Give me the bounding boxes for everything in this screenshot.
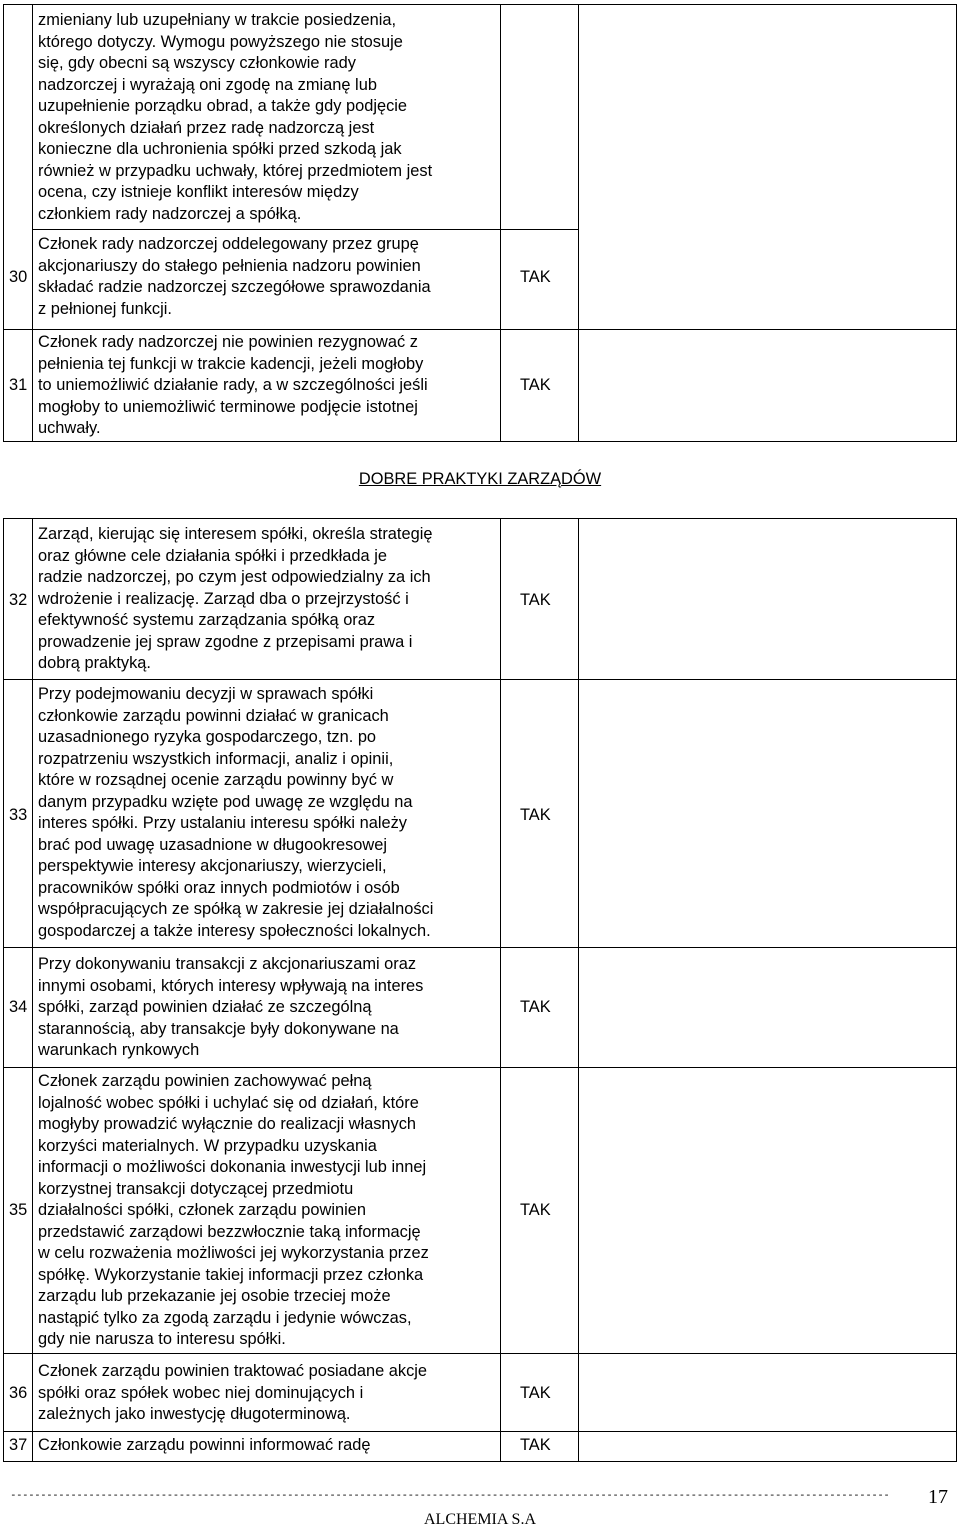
compliance-answer: TAK bbox=[520, 376, 551, 394]
text-line: Członkowie zarządu powinni informować radę bbox=[38, 1436, 371, 1454]
row-divider bbox=[4, 679, 956, 680]
compliance-answer: TAK bbox=[520, 591, 551, 609]
text-line: zmieniany lub uzupełniany w trakcie posiedzenia, bbox=[38, 11, 397, 29]
board-practices-table-continued bbox=[3, 4, 957, 442]
text-line: Członek rady nadzorczej nie powinien rezygnować z bbox=[38, 333, 418, 351]
text-line: nastąpić tylko za zgodą zarządu i jedynie wówczas, bbox=[38, 1308, 412, 1327]
text-line: zależnych jako inwestycję długoterminową. bbox=[38, 1405, 351, 1423]
footer-separator: -------------------------------------------------------------------------------------------------------------------------------------------------- bbox=[10, 1488, 890, 1501]
text-line: uchwały. bbox=[38, 419, 101, 437]
row-divider bbox=[4, 1431, 956, 1432]
page-number: 17 bbox=[928, 1486, 948, 1508]
text-line: spółki oraz spółek wobec niej dominujących i bbox=[38, 1383, 364, 1402]
principle-text bbox=[38, 332, 428, 440]
management-practices-table bbox=[3, 518, 957, 1462]
text-line: to uniemożliwić działanie rady, a w szczególności jeśli bbox=[38, 376, 428, 394]
text-line: pracowników spółki oraz innych podmiotów i osób bbox=[38, 878, 400, 897]
section-heading: DOBRE PRAKTYKI ZARZĄDÓW bbox=[358, 470, 602, 488]
text-line: rozpatrzeniu wszystkich informacji, analiz i opinii, bbox=[38, 749, 394, 768]
text-line: uzasadnionego ryzyka gospodarczego, tzn. po bbox=[38, 728, 377, 746]
text-line: którego dotyczy. Wymogu powyższego nie stosuje bbox=[38, 32, 403, 51]
row-number: 33 bbox=[9, 806, 28, 824]
row-divider bbox=[4, 329, 956, 330]
text-line: członkiem rady nadzorczej a spółką. bbox=[38, 204, 302, 223]
column-divider bbox=[32, 519, 33, 1461]
text-line: prowadzenie jej spraw zgodne z przepisami prawa i bbox=[38, 632, 413, 651]
compliance-answer: TAK bbox=[520, 1384, 551, 1402]
text-line: akcjonariuszy do stałego pełnienia nadzoru powinien bbox=[38, 256, 421, 275]
continued-principle-text bbox=[38, 10, 432, 225]
text-line: brać pod uwagę uzasadnione w długookresowej bbox=[38, 835, 387, 854]
text-line: pełnienia tej funkcji w trakcie kadencji, jeżeli mogłoby bbox=[38, 354, 424, 373]
text-line: dobrą praktyką. bbox=[38, 654, 151, 672]
text-line: współpracujących ze spółką w zakresie jej działalności bbox=[38, 900, 434, 918]
row-number: 37 bbox=[9, 1436, 28, 1454]
principle-text bbox=[38, 234, 431, 320]
principle-text bbox=[38, 1361, 427, 1426]
text-line: Członek rady nadzorczej oddelegowany przez grupę bbox=[38, 235, 419, 253]
compliance-answer: TAK bbox=[520, 1436, 551, 1454]
principle-text bbox=[38, 524, 432, 675]
column-divider bbox=[32, 5, 33, 441]
text-line: oraz główne cele działania spółki i przedkłada je bbox=[38, 546, 387, 565]
text-line: informacji o możliwości dokonania inwestycji lub innej bbox=[38, 1158, 427, 1176]
column-divider bbox=[500, 519, 501, 1461]
text-line: danym przypadku wzięte pod uwagę ze względu na bbox=[38, 792, 413, 811]
text-line: mogłyby prowadzić wyłącznie do realizacji własnych bbox=[38, 1115, 417, 1133]
principle-text bbox=[38, 954, 423, 1062]
text-line: innymi osobami, których interesy wpływają na interes bbox=[38, 976, 424, 995]
text-line: radzie nadzorczej, po czym jest odpowiedzialny za ich bbox=[38, 568, 431, 586]
text-line: efektywność systemu zarządzania spółką oraz bbox=[38, 611, 376, 629]
text-line: lojalność wobec spółki i uchylać się od działań, które bbox=[38, 1093, 419, 1112]
row-number: 34 bbox=[9, 998, 28, 1016]
text-line: uzupełnienie porządku obrad, a także gdy podjęcie bbox=[38, 97, 408, 115]
text-line: Przy dokonywaniu transakcji z akcjonariuszami oraz bbox=[38, 955, 417, 973]
text-line: nadzorczej i wyrażają oni zgodę na zmianę lub bbox=[38, 75, 377, 94]
text-line: się, gdy obecni są wszyscy członkowie rady bbox=[38, 54, 356, 72]
text-line: interes spółki. Przy ustalaniu interesu spółki należy bbox=[38, 814, 407, 832]
text-line: z pełnionej funkcji. bbox=[38, 299, 172, 318]
text-line: składać radzie nadzorczej szczegółowe sprawozdania bbox=[38, 278, 431, 296]
compliance-answer: TAK bbox=[520, 268, 551, 286]
compliance-answer: TAK bbox=[520, 806, 551, 824]
text-line: spółki, zarząd powinien działać ze szczególną bbox=[38, 998, 372, 1016]
row-number: 30 bbox=[9, 268, 28, 286]
text-line: które w rozsądnej ocenie zarządu powinny być w bbox=[38, 771, 394, 789]
principle-text bbox=[38, 1435, 371, 1457]
row-divider bbox=[4, 947, 956, 948]
text-line: gospodarczej a także interesy społeczności lokalnych. bbox=[38, 921, 431, 940]
text-line: korzyści materialnych. W przypadku uzyskania bbox=[38, 1136, 377, 1155]
text-line: Zarząd, kierując się interesem spółki, określa strategię bbox=[38, 525, 433, 543]
text-line: konieczne dla uchronienia spółki przed szkodą jak bbox=[38, 140, 402, 158]
compliance-answer: TAK bbox=[520, 998, 551, 1016]
text-line: ocena, czy istnieje konflikt interesów między bbox=[38, 183, 359, 201]
text-line: Członek zarządu powinien zachowywać pełną bbox=[38, 1072, 372, 1090]
row-number: 32 bbox=[9, 591, 28, 609]
footer-company-name: ALCHEMIA S.A bbox=[423, 1511, 536, 1528]
row-number: 36 bbox=[9, 1384, 28, 1402]
row-divider bbox=[4, 1067, 956, 1068]
text-line: określonych działań przez radę nadzorczą jest bbox=[38, 118, 375, 137]
row-number: 35 bbox=[9, 1201, 28, 1219]
text-line: spółkę. Wykorzystanie takiej informacji przez członka bbox=[38, 1265, 424, 1284]
text-line: warunkach rynkowych bbox=[38, 1041, 200, 1059]
principle-text bbox=[38, 1071, 429, 1351]
row-divider bbox=[4, 1353, 956, 1354]
text-line: zarządu lub przekazanie jej osobie trzeciej może bbox=[38, 1287, 391, 1305]
text-line: członkowie zarządu powinni działać w granicach bbox=[38, 706, 389, 725]
column-divider bbox=[578, 519, 579, 1461]
text-line: również w przypadku uchwały, której przedmiotem jest bbox=[38, 161, 433, 180]
text-line: w celu rozważenia możliwości jej wykorzystania przez bbox=[38, 1244, 429, 1262]
text-line: Członek zarządu powinien traktować posiadane akcje bbox=[38, 1362, 428, 1380]
text-line: Przy podejmowaniu decyzji w sprawach spółki bbox=[38, 685, 374, 703]
text-line: działalności spółki, członek zarządu powinien bbox=[38, 1201, 366, 1219]
row-divider bbox=[32, 229, 578, 230]
principle-text bbox=[38, 684, 433, 942]
text-line: wdrożenie i realizację. Zarząd dba o przejrzystość i bbox=[38, 589, 409, 608]
row-number: 31 bbox=[9, 376, 28, 394]
text-line: perspektywie interesy akcjonariuszy, wierzycieli, bbox=[38, 857, 387, 875]
column-divider bbox=[578, 5, 579, 441]
text-line: przedstawić zarządowi bezzwłocznie taką informację bbox=[38, 1222, 421, 1241]
text-line: mogłoby to uniemożliwić terminowe podjęcie istotnej bbox=[38, 397, 418, 416]
column-divider bbox=[500, 5, 501, 441]
text-line: gdy nie narusza to interesu spółki. bbox=[38, 1330, 286, 1348]
compliance-answer: TAK bbox=[520, 1201, 551, 1219]
text-line: starannością, aby transakcje były dokonywane na bbox=[38, 1019, 399, 1038]
text-line: korzystnej transakcji dotyczącej przedmiotu bbox=[38, 1179, 354, 1198]
